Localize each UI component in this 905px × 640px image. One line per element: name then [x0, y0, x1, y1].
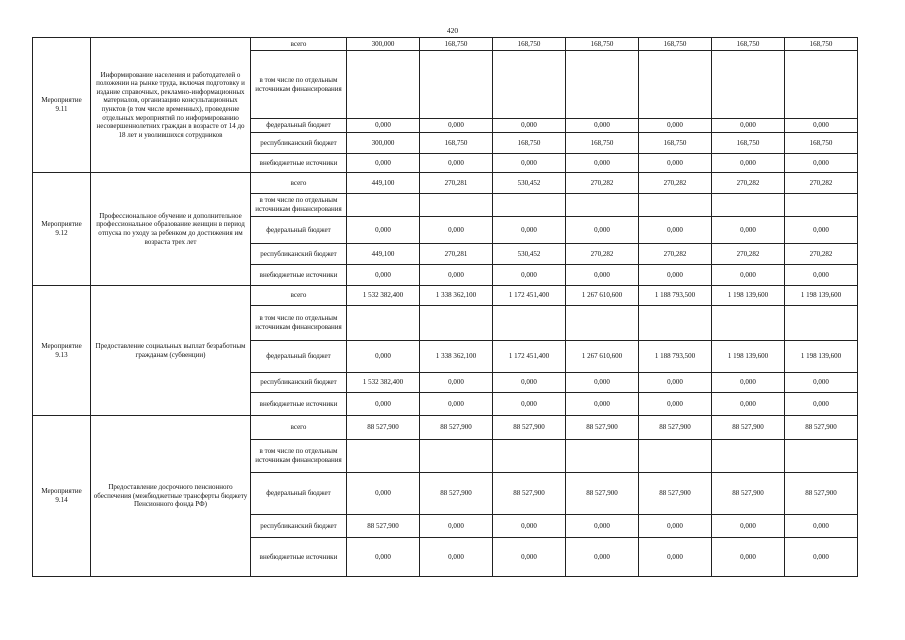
- amount-cell: [347, 440, 420, 473]
- funding-source: республиканский бюджет: [251, 244, 347, 265]
- amount-cell: 1 338 362,100: [420, 341, 493, 373]
- funding-source: федеральный бюджет: [251, 119, 347, 133]
- amount-cell: 0,000: [493, 515, 566, 538]
- amount-cell: 0,000: [347, 119, 420, 133]
- amount-cell: 0,000: [712, 393, 785, 416]
- amount-cell: 1 198 139,600: [785, 286, 858, 306]
- amount-cell: 1 532 382,400: [347, 373, 420, 393]
- amount-cell: 0,000: [493, 538, 566, 577]
- amount-cell: 0,000: [493, 265, 566, 286]
- amount-cell: 0,000: [712, 538, 785, 577]
- amount-cell: [712, 306, 785, 341]
- amount-cell: 0,000: [712, 217, 785, 244]
- amount-cell: [566, 440, 639, 473]
- amount-cell: 88 527,900: [493, 473, 566, 515]
- amount-cell: [420, 194, 493, 217]
- amount-cell: [785, 440, 858, 473]
- amount-cell: 1 198 139,600: [712, 341, 785, 373]
- amount-cell: 0,000: [420, 119, 493, 133]
- amount-cell: 168,750: [493, 133, 566, 154]
- amount-cell: [712, 194, 785, 217]
- amount-cell: [566, 306, 639, 341]
- amount-cell: [639, 51, 712, 119]
- funding-source: федеральный бюджет: [251, 473, 347, 515]
- amount-cell: 0,000: [639, 217, 712, 244]
- funding-source: федеральный бюджет: [251, 217, 347, 244]
- funding-source: внебюджетные источники: [251, 393, 347, 416]
- amount-cell: 270,281: [420, 244, 493, 265]
- amount-cell: 0,000: [493, 154, 566, 173]
- table-row: [33, 38, 858, 51]
- amount-cell: 0,000: [712, 515, 785, 538]
- funding-source: федеральный бюджет: [251, 341, 347, 373]
- amount-cell: 0,000: [347, 154, 420, 173]
- amount-cell: 1 532 382,400: [347, 286, 420, 306]
- amount-cell: 88 527,900: [785, 473, 858, 515]
- table-row: [33, 416, 858, 440]
- amount-cell: 1 338 362,100: [420, 286, 493, 306]
- measure-description: Информирование населения и работодателей о положении на рынке труда, включая подготовку и издание справочных, рекламно-информационных материалов, организацию консультационных пунктов (в том числе временных), проведение отдельных мероприятий по информированию несовершеннолетних граждан в возрасте от 14 до 18 лет и уволившихся сотрудников: [91, 38, 251, 173]
- funding-source: в том числе по отдельным источникам финансирования: [251, 306, 347, 341]
- funding-source: внебюджетные источники: [251, 538, 347, 577]
- amount-cell: 270,282: [712, 244, 785, 265]
- amount-cell: 0,000: [785, 265, 858, 286]
- page-number: 420: [446, 26, 459, 35]
- funding-source: внебюджетные источники: [251, 265, 347, 286]
- amount-cell: [785, 306, 858, 341]
- amount-cell: [639, 194, 712, 217]
- amount-cell: 0,000: [347, 473, 420, 515]
- amount-cell: 168,750: [493, 38, 566, 51]
- measure-label: Мероприятие 9.14: [33, 416, 91, 577]
- amount-cell: [493, 306, 566, 341]
- amount-cell: 449,100: [347, 173, 420, 194]
- amount-cell: 270,282: [566, 244, 639, 265]
- amount-cell: 88 527,900: [712, 473, 785, 515]
- amount-cell: 168,750: [712, 133, 785, 154]
- amount-cell: 168,750: [639, 38, 712, 51]
- amount-cell: 1 188 793,500: [639, 286, 712, 306]
- amount-cell: 168,750: [785, 133, 858, 154]
- amount-cell: [785, 194, 858, 217]
- amount-cell: 1 172 451,400: [493, 341, 566, 373]
- amount-cell: 0,000: [566, 154, 639, 173]
- amount-cell: 0,000: [785, 154, 858, 173]
- table-row: [33, 286, 858, 306]
- funding-source: республиканский бюджет: [251, 133, 347, 154]
- funding-source: всего: [251, 173, 347, 194]
- amount-cell: 0,000: [420, 538, 493, 577]
- amount-cell: 88 527,900: [712, 416, 785, 440]
- amount-cell: 0,000: [347, 341, 420, 373]
- amount-cell: 0,000: [493, 119, 566, 133]
- funding-source: всего: [251, 416, 347, 440]
- funding-source: всего: [251, 286, 347, 306]
- amount-cell: [420, 51, 493, 119]
- amount-cell: 0,000: [785, 217, 858, 244]
- amount-cell: 88 527,900: [347, 515, 420, 538]
- amount-cell: 1 172 451,400: [493, 286, 566, 306]
- amount-cell: 0,000: [712, 119, 785, 133]
- amount-cell: 0,000: [785, 119, 858, 133]
- amount-cell: [712, 51, 785, 119]
- amount-cell: 0,000: [420, 217, 493, 244]
- amount-cell: [493, 194, 566, 217]
- amount-cell: 0,000: [420, 373, 493, 393]
- budget-table: [32, 37, 858, 577]
- amount-cell: 168,750: [566, 38, 639, 51]
- amount-cell: 270,282: [712, 173, 785, 194]
- amount-cell: 0,000: [566, 373, 639, 393]
- amount-cell: 0,000: [712, 373, 785, 393]
- amount-cell: 0,000: [566, 217, 639, 244]
- amount-cell: 300,000: [347, 133, 420, 154]
- amount-cell: 88 527,900: [785, 416, 858, 440]
- amount-cell: 88 527,900: [566, 416, 639, 440]
- amount-cell: 270,282: [785, 173, 858, 194]
- amount-cell: 0,000: [639, 265, 712, 286]
- amount-cell: 0,000: [347, 217, 420, 244]
- amount-cell: 0,000: [566, 265, 639, 286]
- amount-cell: 1 198 139,600: [785, 341, 858, 373]
- amount-cell: [566, 51, 639, 119]
- amount-cell: 88 527,900: [420, 416, 493, 440]
- amount-cell: 88 527,900: [347, 416, 420, 440]
- amount-cell: 168,750: [566, 133, 639, 154]
- funding-source: всего: [251, 38, 347, 51]
- amount-cell: 0,000: [420, 154, 493, 173]
- amount-cell: 270,282: [566, 173, 639, 194]
- amount-cell: 168,750: [712, 38, 785, 51]
- amount-cell: 0,000: [712, 154, 785, 173]
- funding-source: республиканский бюджет: [251, 515, 347, 538]
- amount-cell: 449,100: [347, 244, 420, 265]
- budget-table-body: [33, 38, 858, 577]
- amount-cell: 0,000: [712, 265, 785, 286]
- amount-cell: 0,000: [566, 119, 639, 133]
- amount-cell: [347, 51, 420, 119]
- amount-cell: 0,000: [639, 119, 712, 133]
- amount-cell: 0,000: [420, 393, 493, 416]
- amount-cell: [639, 440, 712, 473]
- amount-cell: 0,000: [639, 154, 712, 173]
- amount-cell: 168,750: [639, 133, 712, 154]
- measure-label: Мероприятие 9.13: [33, 286, 91, 416]
- amount-cell: 0,000: [785, 515, 858, 538]
- measure-description: Предоставление социальных выплат безработным гражданам (субвенции): [91, 286, 251, 416]
- funding-source: в том числе по отдельным источникам финансирования: [251, 51, 347, 119]
- amount-cell: [420, 306, 493, 341]
- amount-cell: 88 527,900: [493, 416, 566, 440]
- amount-cell: 168,750: [420, 133, 493, 154]
- amount-cell: 0,000: [420, 515, 493, 538]
- funding-source: в том числе по отдельным источникам финансирования: [251, 440, 347, 473]
- amount-cell: 530,452: [493, 244, 566, 265]
- amount-cell: 0,000: [493, 373, 566, 393]
- amount-cell: 0,000: [420, 265, 493, 286]
- amount-cell: 0,000: [785, 373, 858, 393]
- amount-cell: 0,000: [785, 393, 858, 416]
- amount-cell: 0,000: [566, 515, 639, 538]
- amount-cell: 270,282: [639, 173, 712, 194]
- amount-cell: 0,000: [566, 393, 639, 416]
- amount-cell: 0,000: [785, 538, 858, 577]
- amount-cell: 530,452: [493, 173, 566, 194]
- amount-cell: 88 527,900: [420, 473, 493, 515]
- amount-cell: 0,000: [347, 265, 420, 286]
- amount-cell: 0,000: [347, 538, 420, 577]
- amount-cell: 88 527,900: [639, 473, 712, 515]
- amount-cell: [347, 194, 420, 217]
- amount-cell: [420, 440, 493, 473]
- measure-label: Мероприятие 9.12: [33, 173, 91, 286]
- amount-cell: 1 198 139,600: [712, 286, 785, 306]
- amount-cell: 88 527,900: [639, 416, 712, 440]
- amount-cell: 0,000: [493, 217, 566, 244]
- amount-cell: 0,000: [493, 393, 566, 416]
- amount-cell: [493, 440, 566, 473]
- amount-cell: [639, 306, 712, 341]
- amount-cell: 0,000: [639, 538, 712, 577]
- amount-cell: 168,750: [785, 38, 858, 51]
- amount-cell: 168,750: [420, 38, 493, 51]
- amount-cell: 0,000: [639, 373, 712, 393]
- amount-cell: 0,000: [639, 515, 712, 538]
- amount-cell: 1 188 793,500: [639, 341, 712, 373]
- measure-description: Предоставление досрочного пенсионного обеспечения (межбюджетные трансферты бюджету Пенсионного фонда РФ): [91, 416, 251, 577]
- amount-cell: [566, 194, 639, 217]
- amount-cell: 270,281: [420, 173, 493, 194]
- amount-cell: 1 267 610,600: [566, 286, 639, 306]
- amount-cell: [493, 51, 566, 119]
- amount-cell: 270,282: [639, 244, 712, 265]
- funding-source: внебюджетные источники: [251, 154, 347, 173]
- amount-cell: 0,000: [566, 538, 639, 577]
- amount-cell: 300,000: [347, 38, 420, 51]
- amount-cell: 88 527,900: [566, 473, 639, 515]
- amount-cell: [712, 440, 785, 473]
- amount-cell: 0,000: [639, 393, 712, 416]
- funding-source: в том числе по отдельным источникам финансирования: [251, 194, 347, 217]
- measure-description: Профессиональное обучение и дополнительное профессиональное образование женщин в период отпуска по уходу за ребенком до достижения им возраста трех лет: [91, 173, 251, 286]
- amount-cell: 1 267 610,600: [566, 341, 639, 373]
- amount-cell: [785, 51, 858, 119]
- amount-cell: 270,282: [785, 244, 858, 265]
- measure-label: Мероприятие 9.11: [33, 38, 91, 173]
- table-row: [33, 173, 858, 194]
- funding-source: республиканский бюджет: [251, 373, 347, 393]
- amount-cell: [347, 306, 420, 341]
- amount-cell: 0,000: [347, 393, 420, 416]
